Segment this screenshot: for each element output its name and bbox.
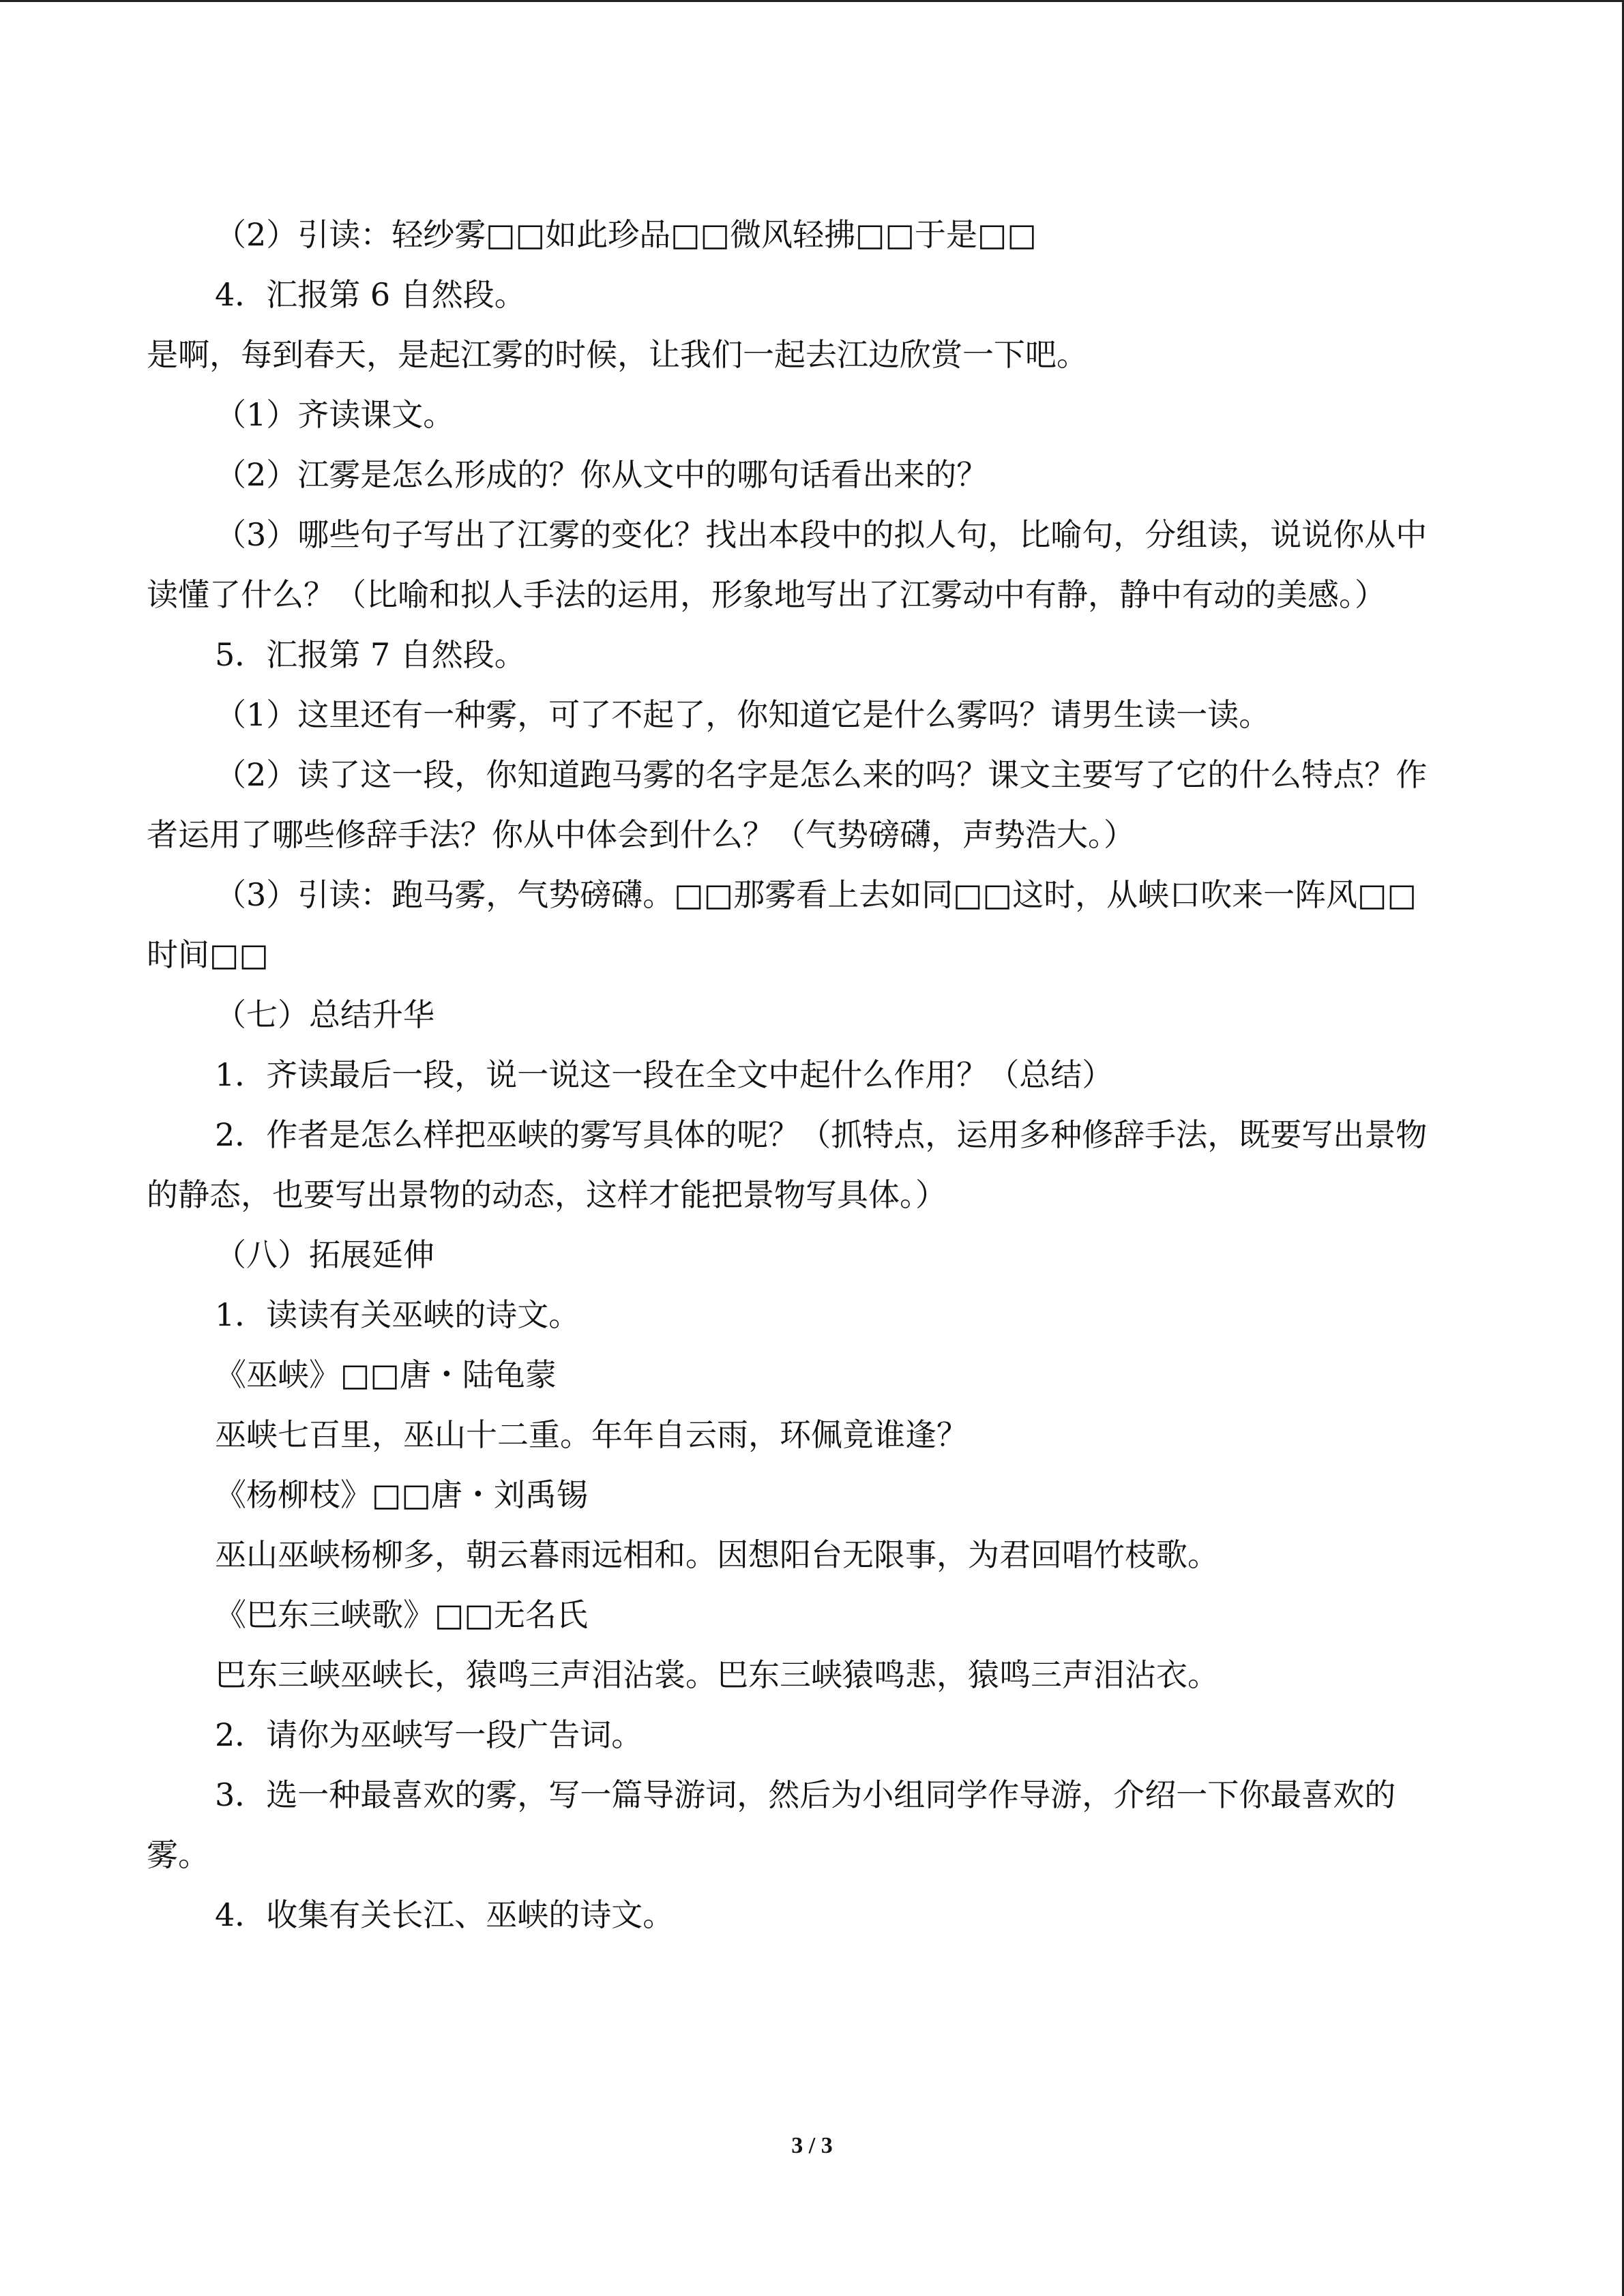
- paragraph-line: 3．选一种最喜欢的雾，写一篇导游词，然后为小组同学作导游，介绍一下你最喜欢的: [215, 1776, 1396, 1813]
- paragraph-line: 者运用了哪些修辞手法？你从中体会到什么？（气势磅礴，声势浩大。）: [147, 816, 1135, 853]
- poem-title: 《巫峡》□□唐・陆龟蒙: [215, 1356, 557, 1393]
- poem-text: 巴东三峡巫峡长，猿鸣三声泪沾裳。巴东三峡猿鸣悲，猿鸣三声泪沾衣。: [215, 1656, 1219, 1693]
- paragraph-line: 4．收集有关长江、巫峡的诗文。: [215, 1896, 675, 1933]
- paragraph-line: 雾。: [147, 1836, 209, 1873]
- page-number: 3 / 3: [791, 2133, 833, 2158]
- paragraph-line: 读懂了什么？（比喻和拟人手法的运用，形象地写出了江雾动中有静，静中有动的美感。）: [147, 576, 1386, 613]
- paragraph-line: 1．齐读最后一段，说一说这一段在全文中起什么作用？（总结）: [215, 1056, 1114, 1093]
- poem-text: 巫山巫峡杨柳多，朝云暮雨远相和。因想阳台无限事，为君回唱竹枝歌。: [215, 1536, 1219, 1573]
- paragraph-line: 5．汇报第 7 自然段。: [215, 636, 526, 673]
- paragraph-line: 时间□□: [147, 936, 269, 973]
- section-heading: （七）总结升华: [215, 996, 434, 1033]
- paragraph-line: （3）引读：跑马雾，气势磅礴。□□那雾看上去如同□□这时，从峡口吹来一阵风□□: [215, 876, 1417, 913]
- page-border-top: [0, 0, 1624, 2]
- paragraph-line: （2）引读：轻纱雾□□如此珍品□□微风轻拂□□于是□□: [215, 216, 1037, 253]
- paragraph-line: （2）读了这一段，你知道跑马雾的名字是怎么来的吗？课文主要写了它的什么特点？作: [215, 756, 1428, 793]
- poem-title: 《杨柳枝》□□唐・刘禹锡: [215, 1476, 588, 1513]
- document-body: [147, 205, 1477, 1945]
- paragraph-line: 2．请你为巫峡写一段广告词。: [215, 1716, 643, 1753]
- paragraph-line: （1）这里还有一种雾，可了不起了，你知道它是什么雾吗？请男生读一读。: [215, 696, 1271, 733]
- paragraph-line: （3）哪些句子写出了江雾的变化？找出本段中的拟人句，比喻句，分组读，说说你从中: [215, 516, 1428, 553]
- paragraph-line: 的静态，也要写出景物的动态，这样才能把景物写具体。）: [147, 1176, 947, 1213]
- paragraph-line: 4．汇报第 6 自然段。: [215, 276, 526, 313]
- section-heading: （八）拓展延伸: [215, 1236, 434, 1273]
- paragraph-line: 1．读读有关巫峡的诗文。: [215, 1296, 580, 1333]
- paragraph-line: 是啊，每到春天，是起江雾的时候，让我们一起去江边欣赏一下吧。: [147, 336, 1088, 373]
- paragraph-line: （2）江雾是怎么形成的？你从文中的哪句话看出来的？: [215, 456, 988, 493]
- poem-text: 巫峡七百里，巫山十二重。年年自云雨，环佩竟谁逢？: [215, 1416, 968, 1453]
- poem-title: 《巴东三峡歌》□□无名氏: [215, 1596, 588, 1633]
- paragraph-line: 2．作者是怎么样把巫峡的雾写具体的呢？（抓特点，运用多种修辞手法，既要写出景物: [215, 1116, 1428, 1153]
- paragraph-line: （1）齐读课文。: [215, 396, 455, 433]
